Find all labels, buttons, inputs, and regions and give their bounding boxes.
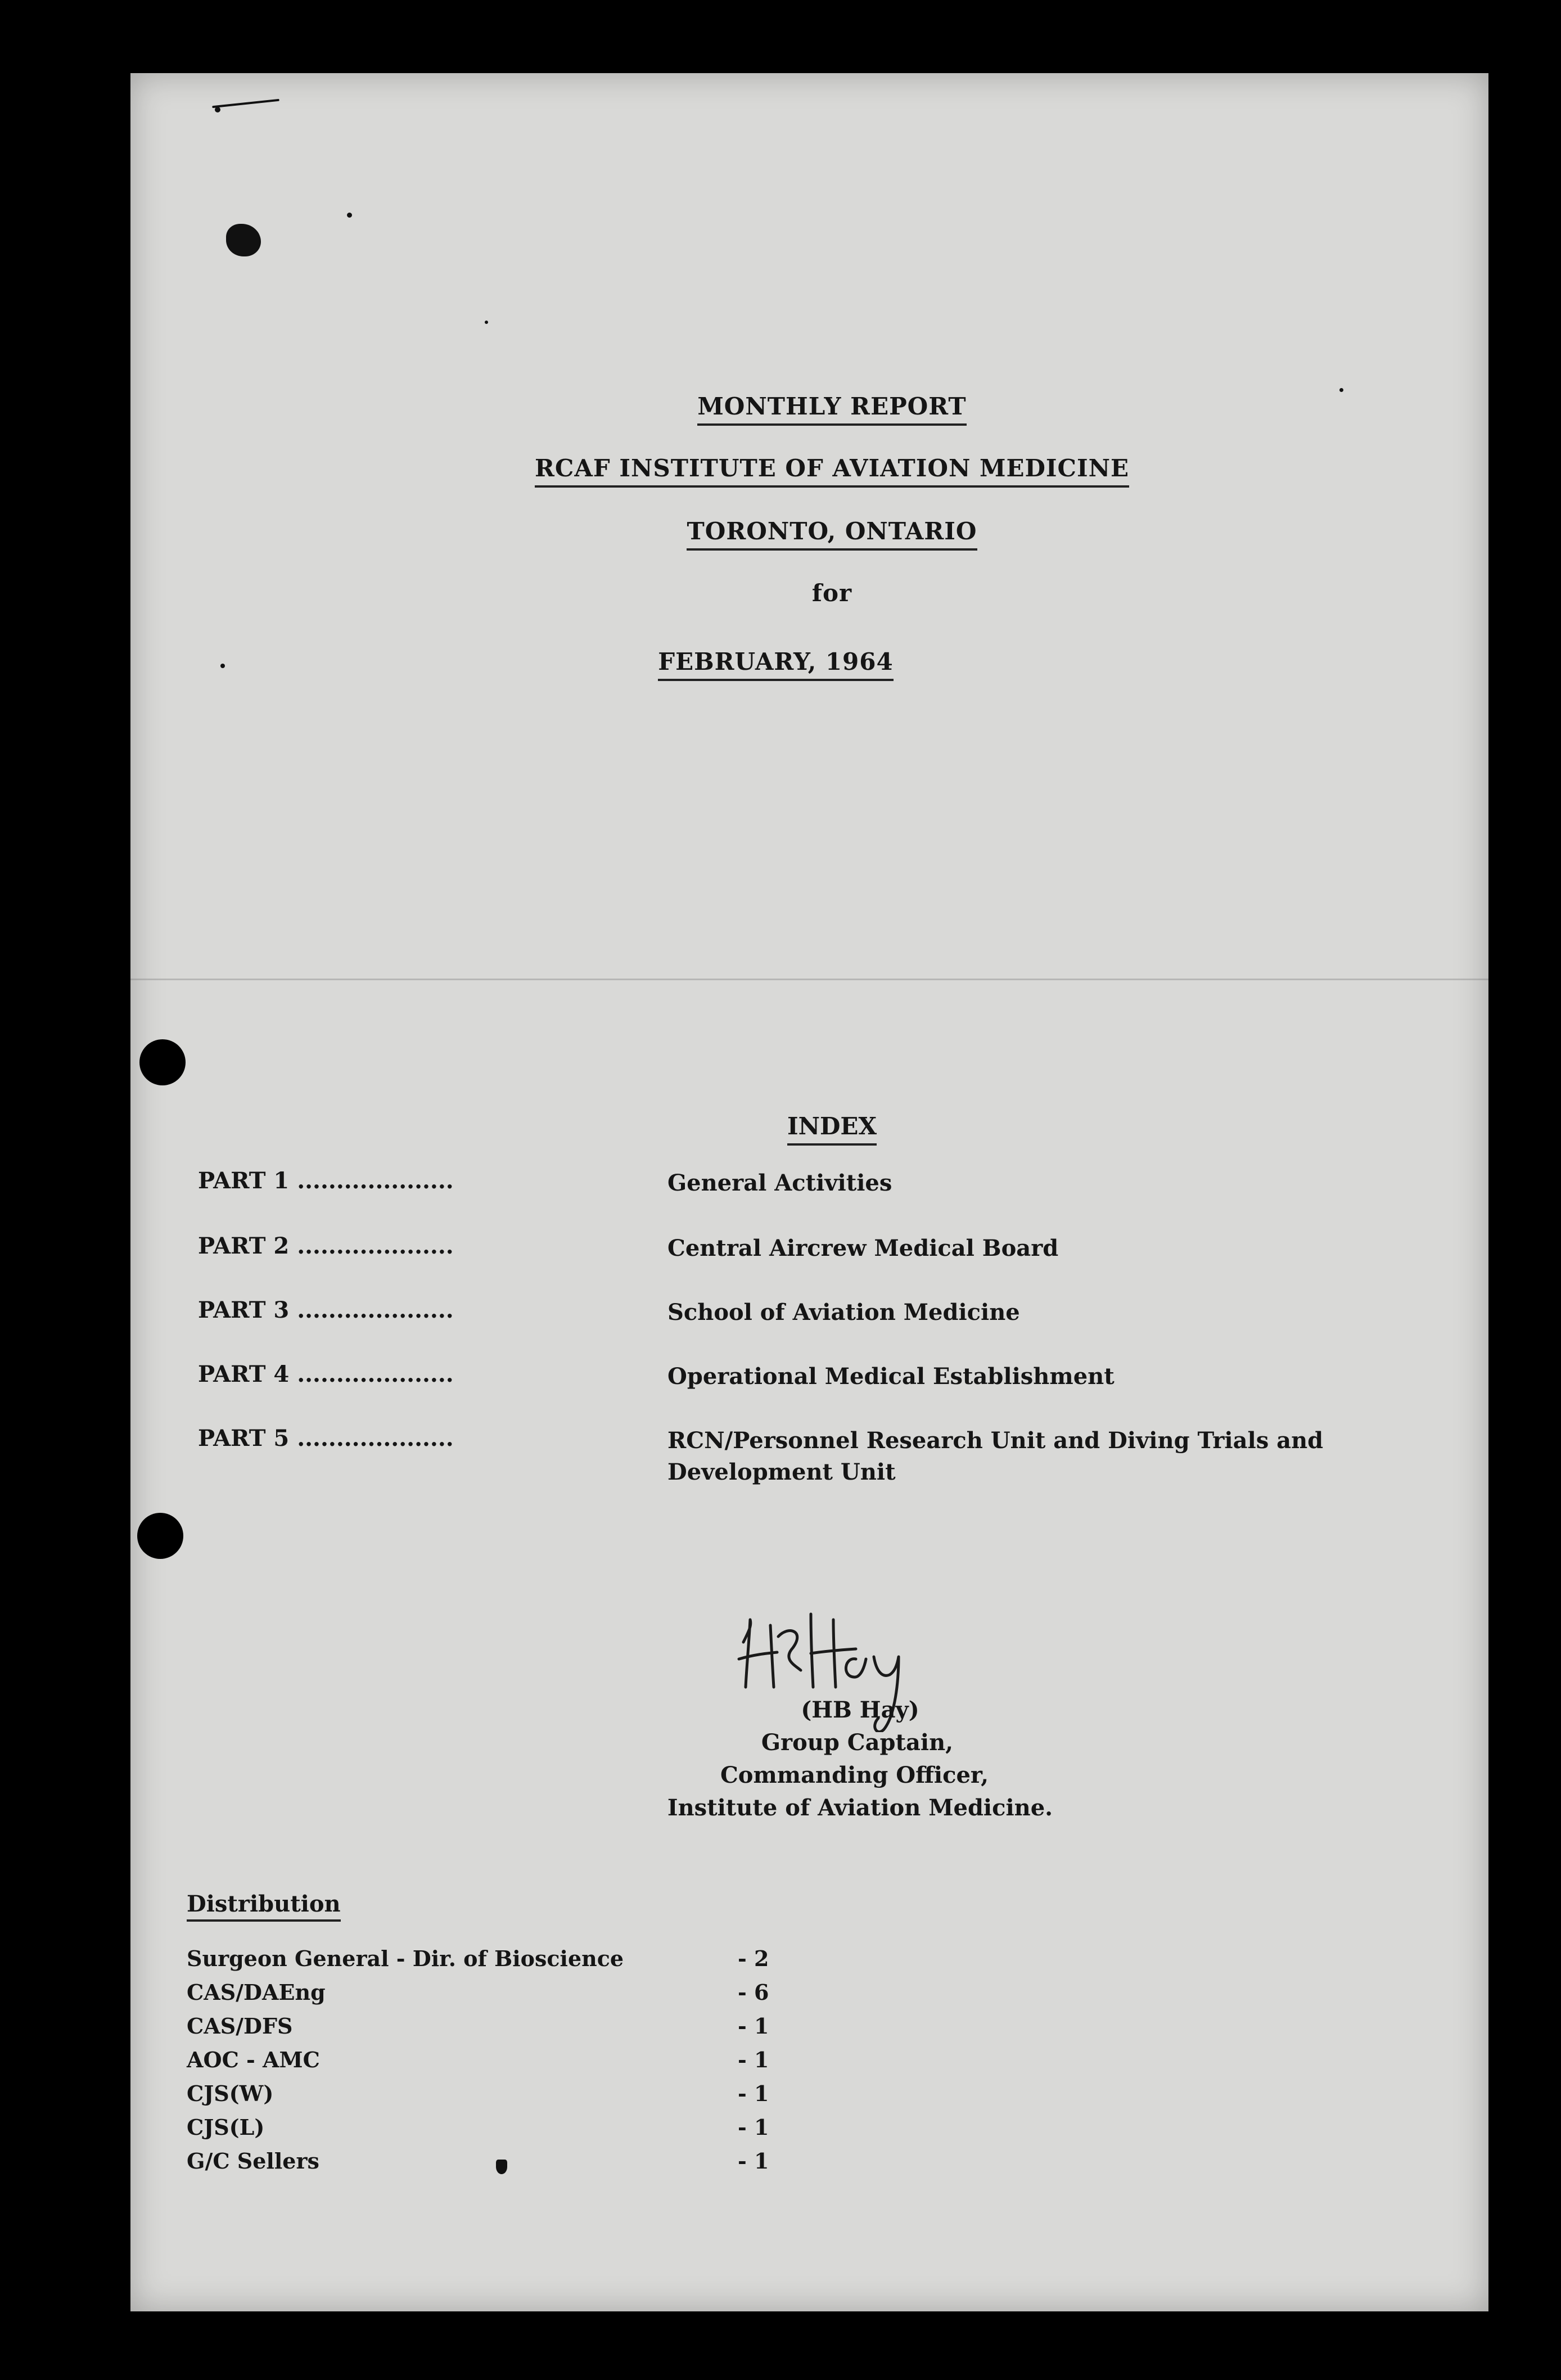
index-part-label: PART 4 .................... <box>198 1361 454 1387</box>
signatory-role: Commanding Officer, <box>720 1762 989 1788</box>
distribution-recipient: CAS/DFS <box>187 2013 293 2039</box>
distribution-count: - 1 <box>738 2081 769 2106</box>
document-page <box>130 73 1488 2311</box>
index-part-title: Operational Medical Establishment <box>667 1363 1115 1390</box>
ink-speck <box>485 321 488 324</box>
ink-stain <box>226 224 261 256</box>
punch-hole-top <box>139 1039 186 1085</box>
signatory-name: (HB Hay) <box>801 1697 919 1723</box>
index-part-title: RCN/Personnel Research Unit and Diving Trials and Development Unit <box>667 1427 1324 1485</box>
ink-speck <box>1339 388 1343 392</box>
distribution-recipient: CJS(W) <box>187 2081 274 2106</box>
signatory-rank: Group Captain, <box>761 1729 954 1756</box>
index-part-title: General Activities <box>667 1170 892 1196</box>
location: TORONTO, ONTARIO <box>153 517 1511 551</box>
distribution-recipient: G/C Sellers <box>187 2148 319 2174</box>
distribution-count: - 6 <box>738 1980 769 2005</box>
distribution-count: - 1 <box>738 2115 769 2140</box>
distribution-count: - 1 <box>738 2148 769 2174</box>
distribution-recipient: Surgeon General - Dir. of Bioscience <box>187 1946 624 1971</box>
punch-hole-bottom <box>137 1513 183 1559</box>
index-part-label: PART 5 .................... <box>198 1425 454 1452</box>
index-part-title: Central Aircrew Medical Board <box>667 1235 1059 1261</box>
pen-mark <box>212 99 279 109</box>
signatory-organization: Institute of Aviation Medicine. <box>667 1795 1053 1821</box>
distribution-count: - 1 <box>738 2047 769 2072</box>
for-label: for <box>811 579 852 607</box>
distribution-title: Distribution <box>187 1891 341 1922</box>
index-part-label: PART 1 .................... <box>198 1168 454 1194</box>
report-title: MONTHLY REPORT <box>153 393 1511 426</box>
distribution-recipient: AOC - AMC <box>187 2047 320 2072</box>
ink-speck <box>347 213 352 218</box>
index-title: INDEX <box>153 1112 1511 1140</box>
institute-name: RCAF INSTITUTE OF AVIATION MEDICINE <box>153 454 1511 488</box>
index-part-label: PART 3 .................... <box>198 1297 454 1323</box>
index-part-title: School of Aviation Medicine <box>667 1299 1020 1326</box>
index-part-label: PART 2 .................... <box>198 1233 454 1259</box>
distribution-count: - 1 <box>738 2013 769 2039</box>
distribution-count: - 2 <box>738 1946 769 1971</box>
page-fold <box>130 979 1488 980</box>
ink-speck <box>496 2160 507 2174</box>
report-date: FEBRUARY, 1964 <box>97 648 1455 681</box>
distribution-recipient: CJS(L) <box>187 2115 265 2140</box>
distribution-recipient: CAS/DAEng <box>187 1980 326 2005</box>
